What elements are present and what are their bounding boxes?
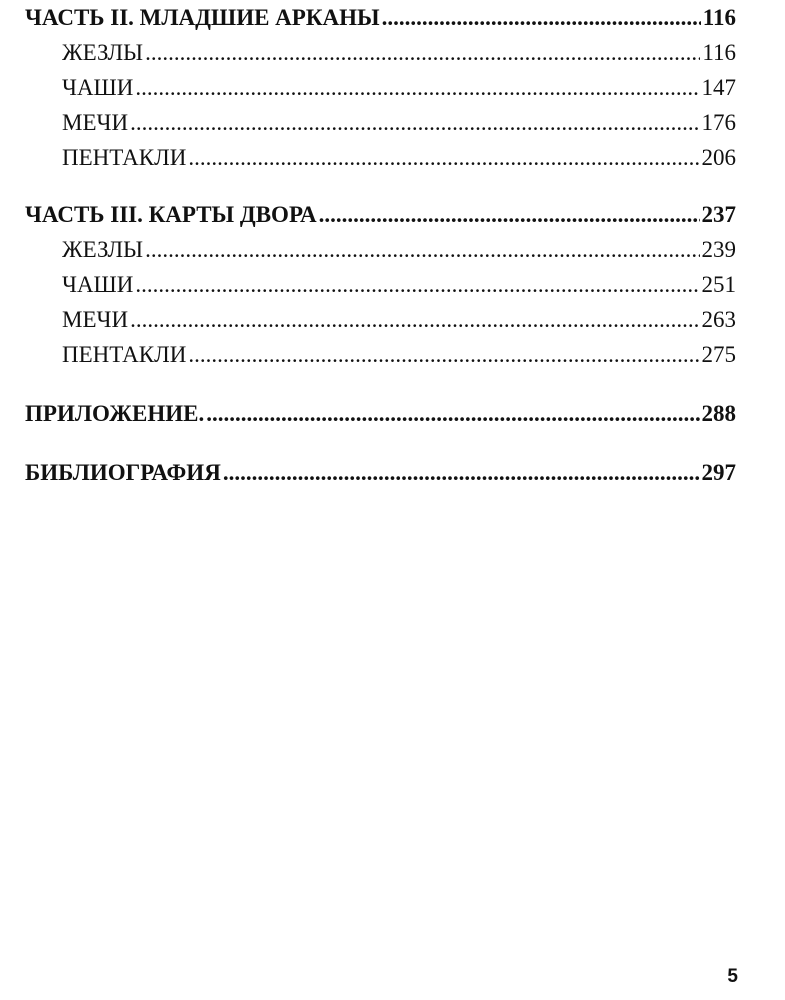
dot-leader bbox=[145, 232, 699, 267]
toc-section-title: БИБЛИОГРАФИЯ bbox=[25, 460, 221, 485]
toc-item bbox=[25, 35, 736, 70]
table-of-contents bbox=[25, 0, 736, 490]
toc-item-title: МЕЧИ bbox=[62, 307, 129, 332]
toc-section-title: ПРИЛОЖЕНИЕ. bbox=[25, 401, 205, 426]
toc-section-appendix bbox=[25, 396, 736, 431]
toc-page-number: 288 bbox=[701, 401, 736, 426]
toc-item-title: ЖЕЗЛЫ bbox=[62, 40, 144, 65]
toc-page-number: 263 bbox=[701, 307, 736, 332]
toc-item bbox=[25, 337, 736, 372]
dot-leader bbox=[223, 455, 700, 490]
toc-item bbox=[25, 267, 736, 302]
dot-leader bbox=[206, 396, 699, 431]
toc-item bbox=[25, 70, 736, 105]
toc-page-number: 176 bbox=[701, 110, 736, 135]
toc-section-title: ЧАСТЬ II. МЛАДШИЕ АРКАНЫ bbox=[25, 5, 380, 30]
toc-page-number: 116 bbox=[702, 40, 736, 65]
dot-leader bbox=[382, 0, 701, 35]
dot-leader bbox=[188, 140, 699, 175]
dot-leader bbox=[135, 70, 699, 105]
toc-item bbox=[25, 302, 736, 337]
toc-page-number: 237 bbox=[701, 202, 736, 227]
toc-item bbox=[25, 105, 736, 140]
dot-leader bbox=[130, 105, 699, 140]
toc-section-part3 bbox=[25, 197, 736, 232]
toc-page-number: 116 bbox=[702, 5, 736, 30]
page-number: 5 bbox=[727, 966, 738, 987]
toc-page-number: 297 bbox=[701, 460, 736, 485]
toc-item-title: ЖЕЗЛЫ bbox=[62, 237, 144, 262]
dot-leader bbox=[145, 35, 700, 70]
toc-section-bibliography bbox=[25, 455, 736, 490]
toc-item-title: ПЕНТАКЛИ bbox=[62, 342, 187, 367]
dot-leader bbox=[188, 337, 699, 372]
toc-item-title: ЧАШИ bbox=[62, 75, 134, 100]
toc-item-title: ПЕНТАКЛИ bbox=[62, 145, 187, 170]
dot-leader bbox=[319, 197, 700, 232]
dot-leader bbox=[135, 267, 699, 302]
toc-page-number: 275 bbox=[701, 342, 736, 367]
dot-leader bbox=[130, 302, 699, 337]
toc-section-title: ЧАСТЬ III. КАРТЫ ДВОРА bbox=[25, 202, 317, 227]
toc-item-title: ЧАШИ bbox=[62, 272, 134, 297]
toc-item bbox=[25, 232, 736, 267]
toc-page-number: 239 bbox=[701, 237, 736, 262]
toc-item-title: МЕЧИ bbox=[62, 110, 129, 135]
toc-item bbox=[25, 140, 736, 175]
toc-page-number: 147 bbox=[701, 75, 736, 100]
toc-page-number: 251 bbox=[701, 272, 736, 297]
toc-page-number: 206 bbox=[701, 145, 736, 170]
toc-section-part2 bbox=[25, 0, 736, 35]
